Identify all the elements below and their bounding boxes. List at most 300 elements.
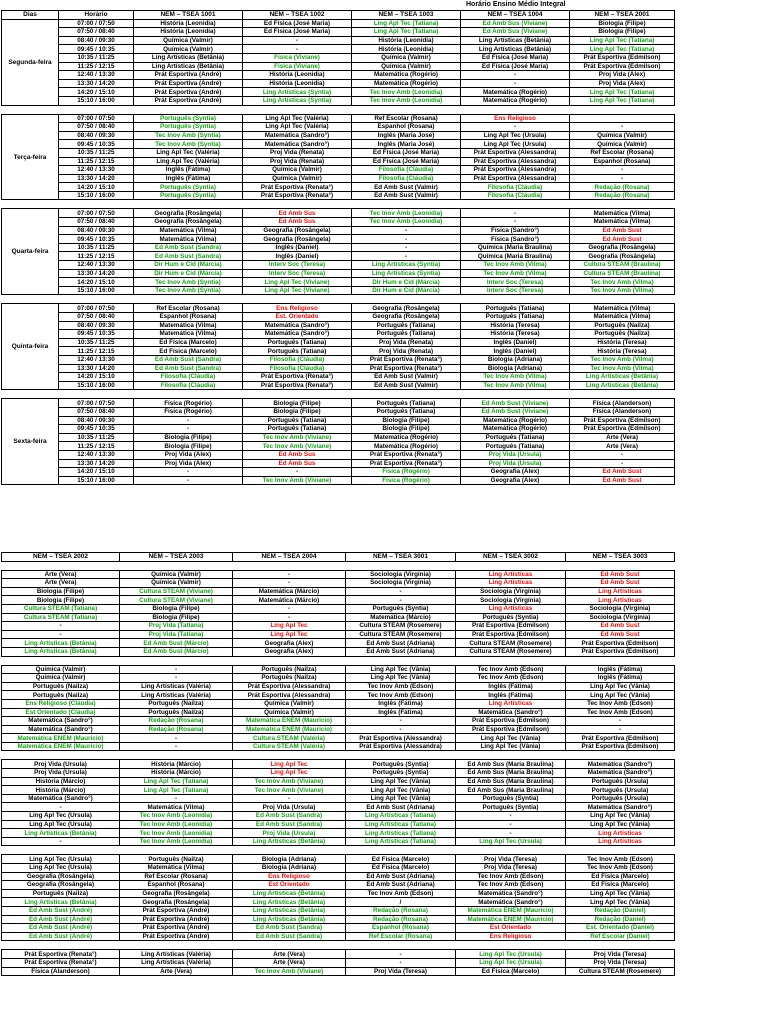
class-cell: Português (Syntia) [346, 760, 456, 769]
schedule-row [2, 932, 675, 941]
class-cell: Ling Apl Tec (Tatiana) [352, 19, 461, 28]
class-cell: Português (Syntia) [346, 769, 456, 778]
class-cell: Ed Amb Sust (Sandra) [134, 355, 243, 364]
class-cell: Ling Artísticas (Valéria) [120, 682, 233, 691]
class-cell: Ling Apl Tec (Valéria) [243, 114, 352, 123]
class-cell: Ling Artísticas [456, 699, 566, 708]
class-cell: Cultura STEAM (Viviane) [120, 587, 233, 596]
class-cell: Ed Amb Sust (Sandra) [233, 812, 346, 821]
class-cell: Ling Apl Tec (Vânia) [566, 889, 675, 898]
class-cell: Português (Tatiana) [461, 304, 570, 313]
class-cell: - [352, 235, 461, 244]
class-cell: Ling Apl Tec (Ursula) [456, 837, 566, 846]
schedule-row [2, 235, 675, 244]
class-cell: Ed Amb Sust (Viviane) [461, 407, 570, 416]
class-cell: Dir Hum e Cid (Márcia) [134, 269, 243, 278]
class-cell: Prát Esportiva (Edmilson) [570, 416, 675, 425]
class-cell: - [566, 717, 675, 726]
schedule-row [2, 450, 675, 459]
class-cell: Ed Física (José Maria) [352, 157, 461, 166]
schedule-row [2, 476, 675, 485]
class-cell: Tec Inov Amb (Vilma) [570, 286, 675, 295]
schedule-row [2, 304, 675, 313]
column-header: NEM – TSEA 2001 [570, 11, 675, 20]
class-cell: Tec Inov Amb (Vilma) [461, 261, 570, 270]
class-cell: Cultura STEAM (Tatiana) [2, 613, 120, 622]
class-cell: Ed Amb Sust [570, 235, 675, 244]
class-cell: Cultura STEAM (Valéria) [233, 734, 346, 743]
class-cell: Matemática ENEM (Mauricio) [233, 717, 346, 726]
class-cell: Prát Esportiva (André) [134, 79, 243, 88]
class-cell: Ling Apl Tec (Vânia) [566, 812, 675, 821]
class-cell: Ref Escolar (Rosana) [352, 114, 461, 123]
class-cell: Português (Nailza) [120, 708, 233, 717]
schedule-row [2, 338, 675, 347]
class-cell: Ens Religioso (Cláudia) [2, 699, 120, 708]
class-cell: Ling Apl Tec (Ursula) [456, 958, 566, 967]
class-cell: História (Leonidia) [243, 71, 352, 80]
class-cell: Ed Amb Sus [243, 450, 352, 459]
class-cell: Tec Inov Amb (Leonidia) [120, 812, 233, 821]
class-cell: Geografia (Alex) [233, 639, 346, 648]
class-cell: Prát Esportiva (Edmilson) [566, 639, 675, 648]
class-cell: Português (Tatiana) [243, 347, 352, 356]
class-cell: Português (Nailza) [2, 682, 120, 691]
class-cell: Filosofia (Cláudia) [352, 166, 461, 175]
class-cell: Ed Física (José Maria) [243, 19, 352, 28]
class-cell: Matemática (Sandro°) [456, 708, 566, 717]
class-cell: Prát Esportiva (Edmilson) [456, 717, 566, 726]
class-cell: Ens Religioso [243, 304, 352, 313]
schedule-row [2, 837, 675, 846]
section-gap [2, 656, 675, 665]
section-gap [2, 200, 675, 209]
time-slot: 08:40 / 09:30 [59, 321, 134, 330]
header-row [2, 11, 675, 20]
class-cell: Português (Nailza) [2, 889, 120, 898]
class-cell: Ling Artísticas [566, 829, 675, 838]
class-cell: Matemática (Rogério) [352, 442, 461, 451]
class-cell: Prát Esportiva (Renata°) [352, 459, 461, 468]
class-cell: Inglês (Fátima) [346, 699, 456, 708]
schedule-row [2, 407, 675, 416]
schedule-row [2, 786, 675, 795]
class-cell: Ling Apl Tec (Valéria) [134, 157, 243, 166]
class-cell: Ling Artísticas [566, 596, 675, 605]
schedule-row [2, 140, 675, 149]
class-cell: Proj Vida (Alex) [570, 79, 675, 88]
class-cell: História (Márcio) [2, 777, 120, 786]
class-cell: Física (Sandro°) [461, 235, 570, 244]
class-cell: Inglês (Daniel) [461, 347, 570, 356]
class-cell: Prát Esportiva (André) [120, 915, 233, 924]
class-cell: - [352, 252, 461, 261]
class-cell: Biologia (Filipe) [134, 442, 243, 451]
class-cell: Português (Tatiana) [243, 416, 352, 425]
class-cell: - [461, 79, 570, 88]
schedule-table-1001-2001 [1, 10, 675, 485]
class-cell: Tec Inov Amb (Leonidia) [352, 88, 461, 97]
class-cell: Português (Nailza) [120, 699, 233, 708]
class-cell: Tec Inov Amb (Edson) [456, 674, 566, 683]
class-cell: - [243, 468, 352, 477]
class-cell: Inglês (Fátima) [346, 708, 456, 717]
class-cell: Português (Syntia) [346, 604, 456, 613]
class-cell: Ling Artísticas (Syntia) [243, 96, 352, 105]
class-cell: Ref Escolar (Rosana) [346, 932, 456, 941]
class-cell: - [566, 725, 675, 734]
schedule-row [2, 88, 675, 97]
class-cell: Ed Amb Sust (André) [2, 924, 120, 933]
class-cell: Ens Religioso [456, 932, 566, 941]
class-cell: Matemática (Rogério) [461, 88, 570, 97]
day-label: Sexta-feira [2, 399, 59, 485]
schedule-row [2, 114, 675, 123]
class-cell: Prát Esportiva (Edmilson) [566, 734, 675, 743]
time-slot: 08:40 / 09:30 [59, 36, 134, 45]
class-cell: - [456, 820, 566, 829]
schedule-row [2, 777, 675, 786]
class-cell: Ling Apl Tec [233, 769, 346, 778]
class-cell: Filosofia (Cláudia) [134, 373, 243, 382]
class-cell: Prát Esportiva (Edmilson) [570, 62, 675, 71]
time-slot: 09:45 / 10:35 [59, 425, 134, 434]
schedule-row [2, 708, 675, 717]
class-cell: Matemática ENEM (Mauricio) [456, 915, 566, 924]
class-cell: Tec Inov Amb (Vilma) [461, 373, 570, 382]
day-label: Terça-feira [2, 114, 59, 200]
column-header: NEM – TSEA 2002 [2, 553, 120, 562]
class-cell: Ed Amb Sust (André) [2, 932, 120, 941]
time-slot: 15:10 / 16:00 [59, 96, 134, 105]
section-gap [2, 105, 675, 114]
class-cell: Filosofia (Cláudia) [243, 364, 352, 373]
schedule-row [2, 725, 675, 734]
section-gap [2, 390, 675, 399]
class-cell: Ling Artísticas [566, 587, 675, 596]
schedule-row [2, 881, 675, 890]
time-slot: 07:50 / 08:40 [59, 28, 134, 37]
class-cell: - [120, 734, 233, 743]
class-cell: Tec Inov Amb (Vilma) [570, 355, 675, 364]
class-cell: Proj Vida (Teresa) [456, 855, 566, 864]
class-cell: Química (Maria Braulina) [461, 252, 570, 261]
class-cell: Matemática (Sandro°) [243, 140, 352, 149]
time-slot: 07:00 / 07:50 [59, 114, 134, 123]
class-cell: - [570, 450, 675, 459]
class-cell: Química (Valmir) [570, 140, 675, 149]
class-cell: Prát Esportiva (Renata°) [243, 183, 352, 192]
class-cell: Química (Valmir) [120, 579, 233, 588]
class-cell: Inglês (Maria José) [352, 140, 461, 149]
class-cell: Ling Artísticas [456, 604, 566, 613]
class-cell: - [461, 123, 570, 132]
schedule-row [2, 699, 675, 708]
class-cell: Ling Artísticas (Syntia) [352, 261, 461, 270]
class-cell: Espanhol (Rosana) [134, 313, 243, 322]
column-header: Horário [59, 11, 134, 20]
time-slot: 14:20 / 15:10 [59, 468, 134, 477]
class-cell: Português (Tatiana) [352, 321, 461, 330]
class-cell: Prát Esportiva (Renata°) [243, 381, 352, 390]
column-header: NEM – TSEA 3002 [456, 553, 566, 562]
class-cell: - [346, 717, 456, 726]
class-cell: Ed Amb Sust (Márcio) [120, 639, 233, 648]
schedule-row [2, 950, 675, 959]
class-cell: Ed Física (José Maria) [461, 53, 570, 62]
class-cell: Geografia (Alex) [461, 468, 570, 477]
class-cell: Cultura STEAM (Braulina) [570, 269, 675, 278]
schedule-row [2, 889, 675, 898]
class-cell: Filosofia (Cláudia) [134, 381, 243, 390]
class-cell: Geografia (Rosângela) [570, 243, 675, 252]
class-cell: Ed Amb Sust (Viviane) [461, 399, 570, 408]
class-cell: Matemática (Vilma) [120, 864, 233, 873]
schedule-row [2, 794, 675, 803]
class-cell: Ling Artísticas (Betânia) [461, 45, 570, 54]
class-cell: Matemática (Sandro°) [566, 769, 675, 778]
class-cell: Ed Física (Marcelo) [346, 864, 456, 873]
class-cell: Redação (Daniel) [566, 915, 675, 924]
class-cell: Português (Nailza) [233, 674, 346, 683]
class-cell: Proj Vida (Renata) [352, 338, 461, 347]
class-cell: Ling Apl Tec (Tatiana) [570, 36, 675, 45]
class-cell: Dir Hum e Cid (Márcia) [352, 278, 461, 287]
class-cell: Química (Valmir) [570, 131, 675, 140]
schedule-row [2, 71, 675, 80]
class-cell: Proj Vida (Ursula) [461, 450, 570, 459]
class-cell: Ling Apl Tec (Vânia) [566, 898, 675, 907]
class-cell: Proj Vida (Renata) [352, 347, 461, 356]
class-cell: Ling Apl Tec (Tatiana) [120, 786, 233, 795]
class-cell: - [233, 794, 346, 803]
class-cell: Química (Valmir) [352, 53, 461, 62]
class-cell: Inglês (Fátima) [566, 674, 675, 683]
time-slot: 10:35 / 11:25 [59, 433, 134, 442]
schedule-row [2, 459, 675, 468]
class-cell: Tec Inov Amb (Edson) [346, 682, 456, 691]
class-cell: Física (Rogério) [352, 476, 461, 485]
schedule-row [2, 812, 675, 821]
class-cell: História (Márcio) [120, 769, 233, 778]
class-cell: Biologia (Filipe) [134, 433, 243, 442]
class-cell: Inglês (Daniel) [243, 252, 352, 261]
class-cell: Cultura STEAM (Rosemere) [346, 622, 456, 631]
class-cell: Cultura STEAM (Rosemere) [456, 639, 566, 648]
class-cell: Prát Esportiva (Alessandra) [346, 734, 456, 743]
class-cell: Matemática (Rogério) [461, 96, 570, 105]
class-cell: Ed Amb Sus [243, 459, 352, 468]
schedule-row [2, 381, 675, 390]
class-cell: Ling Artísticas (Valéria) [120, 691, 233, 700]
schedule-row [2, 958, 675, 967]
class-cell: Tec Inov Amb (Syntia) [134, 140, 243, 149]
class-cell: Tec Inov Amb (Vilma) [570, 364, 675, 373]
class-cell: Ling Artísticas (Tatiana) [346, 829, 456, 838]
class-cell: Ling Artísticas (Betânia) [134, 53, 243, 62]
class-cell: Ed Amb Sust (Valmir) [352, 191, 461, 200]
class-cell: História (Leonidia) [243, 79, 352, 88]
class-cell: Ling Apl Tec (Ursula) [461, 131, 570, 140]
class-cell: Ed Física (José Maria) [352, 148, 461, 157]
class-cell: Ling Apl Tec (Viviane) [243, 278, 352, 287]
class-cell: Ed Amb Sust (Sandra) [233, 932, 346, 941]
class-cell: Tec Inov Amb (Edson) [566, 699, 675, 708]
class-cell: - [346, 725, 456, 734]
class-cell: Ed Amb Sus [243, 209, 352, 218]
class-cell: Química (Valmir) [243, 174, 352, 183]
time-slot: 14:20 / 15:10 [59, 373, 134, 382]
class-cell: Ling Apl Tec (Tatiana) [570, 88, 675, 97]
class-cell: Tec Inov Amb (Vilma) [461, 269, 570, 278]
class-cell: Química (Valmir) [233, 708, 346, 717]
class-cell: Cultura STEAM (Rosemere) [456, 647, 566, 656]
class-cell: Ling Artísticas (Valéria) [120, 958, 233, 967]
class-cell: Ling Artísticas (Valéria) [120, 950, 233, 959]
section-gap [2, 751, 675, 760]
class-cell: Ed Amb Sust (Sandra) [233, 820, 346, 829]
class-cell: Química (Maria Braulina) [461, 243, 570, 252]
class-cell: Proj Vida (Tatiana) [120, 630, 233, 639]
schedule-row [2, 36, 675, 45]
class-cell: Física (Alanderson) [570, 399, 675, 408]
class-cell: Proj Vida (Teresa) [566, 958, 675, 967]
day-label: Quarta-feira [2, 209, 59, 295]
class-cell: - [352, 226, 461, 235]
class-cell: Arte (Vera) [2, 579, 120, 588]
class-cell: Ling Apl Tec (Vânia) [566, 820, 675, 829]
class-cell: História (Márcio) [120, 760, 233, 769]
class-cell: Matemática (Vilma) [134, 321, 243, 330]
class-cell: - [134, 468, 243, 477]
class-cell: Matemática (Vilma) [570, 304, 675, 313]
schedule-row [2, 587, 675, 596]
class-cell: Física (Rogério) [134, 399, 243, 408]
schedule-row [2, 613, 675, 622]
class-cell: Filosofia (Cláudia) [352, 174, 461, 183]
class-cell: Filosofia (Cláudia) [461, 183, 570, 192]
schedule-row [2, 174, 675, 183]
class-cell: Geografia (Alex) [233, 647, 346, 656]
class-cell: Proj Vida (Alex) [570, 71, 675, 80]
class-cell: Matemática (Sandro°) [2, 717, 120, 726]
class-cell: Dir Hum e Cid (Márcia) [352, 286, 461, 295]
class-cell: Matemática (Sandro°) [456, 898, 566, 907]
class-cell: Ed Física (Marcelo) [134, 338, 243, 347]
class-cell: Ling Artísticas (Tatiana) [346, 820, 456, 829]
time-slot: 07:00 / 07:50 [59, 399, 134, 408]
class-cell: Ed Amb Sust [570, 476, 675, 485]
class-cell: Física (Alanderson) [2, 967, 120, 976]
class-cell: Interv Soc (Teresa) [461, 278, 570, 287]
class-cell: - [120, 742, 233, 751]
schedule-row [2, 373, 675, 382]
schedule-row [2, 579, 675, 588]
class-cell: Tec Inov Amb (Leonidia) [352, 209, 461, 218]
class-cell: - [243, 45, 352, 54]
schedule-row [2, 906, 675, 915]
class-cell: Geografia (Rosângela) [2, 872, 120, 881]
class-cell: Matemática (Márcio) [233, 596, 346, 605]
class-cell: Biologia (Filipe) [570, 28, 675, 37]
schedule-row [2, 622, 675, 631]
class-cell: - [120, 794, 233, 803]
class-cell: Ling Artísticas (Tatiana) [346, 837, 456, 846]
class-cell: Química (Valmir) [2, 665, 120, 674]
class-cell: Matemática ENEM (Mauricio) [2, 734, 120, 743]
class-cell: Ling Artísticas (Betânia) [2, 829, 120, 838]
class-cell: Ed Amb Sust (André) [2, 915, 120, 924]
class-cell: História (Teresa) [461, 330, 570, 339]
column-header: NEM – TSEA 1003 [352, 11, 461, 20]
class-cell: Biologia (Adriana) [461, 364, 570, 373]
class-cell: Matemática (Sandro°) [2, 725, 120, 734]
class-cell: Ed Física (Marcelo) [346, 855, 456, 864]
class-cell: Matemática ENEM (Mauricio) [456, 906, 566, 915]
class-cell: Tec Inov Amb (Syntia) [134, 131, 243, 140]
class-cell: História (Leonidia) [134, 19, 243, 28]
column-header: Dias [2, 11, 59, 20]
class-cell: Arte (Vera) [233, 958, 346, 967]
class-cell: Ed Amb Sus (Maria Braulina) [456, 760, 566, 769]
column-header: NEM – TSEA 2003 [120, 553, 233, 562]
class-cell: Ens Religioso [461, 114, 570, 123]
time-slot: 07:50 / 08:40 [59, 123, 134, 132]
schedule-row [2, 425, 675, 434]
class-cell: Geografia (Alex) [461, 476, 570, 485]
class-cell: Ed Amb Sus (Maria Braulina) [456, 769, 566, 778]
class-cell: Ed Amb Sust [566, 630, 675, 639]
class-cell: Proj Vida (Renata) [243, 148, 352, 157]
time-slot: 12:40 / 13:30 [59, 450, 134, 459]
class-cell: Português (Ursula) [566, 777, 675, 786]
class-cell: Proj Vida (Teresa) [566, 950, 675, 959]
class-cell: Arte (Vera) [233, 950, 346, 959]
schedule-row [2, 347, 675, 356]
class-cell: Português (Tatiana) [243, 425, 352, 434]
class-cell: - [456, 829, 566, 838]
class-cell: Cultura STEAM (Tatiana) [2, 604, 120, 613]
class-cell: Ling Apl Tec (Viviane) [243, 286, 352, 295]
schedule-row [2, 442, 675, 451]
class-cell: Português (Syntia) [456, 794, 566, 803]
class-cell: Cultura STEAM (Rosemere) [346, 630, 456, 639]
class-cell: Ref Escolar (Rosana) [134, 304, 243, 313]
time-slot: 11:25 / 12:15 [59, 347, 134, 356]
schedule-row [2, 19, 675, 28]
class-cell: Português (Tatiana) [461, 442, 570, 451]
class-cell: Ed Amb Sust (Adriana) [346, 872, 456, 881]
class-cell: Arte (Vera) [120, 967, 233, 976]
class-cell: - [2, 622, 120, 631]
class-cell: - [233, 604, 346, 613]
class-cell: Geografia (Rosângela) [2, 881, 120, 890]
schedule-row [2, 278, 675, 287]
class-cell: Ling Artísticas (Betânia) [570, 381, 675, 390]
class-cell: Tec Inov Amb (Viviane) [243, 433, 352, 442]
class-cell: Interv Soc (Teresa) [243, 269, 352, 278]
class-cell: Sociologia (Virgínia) [456, 587, 566, 596]
class-cell: Ling Apl Tec (Ursula) [2, 820, 120, 829]
schedule-row [2, 717, 675, 726]
class-cell: Prát Esportiva (Renata°) [352, 355, 461, 364]
time-slot: 13:30 / 14:20 [59, 364, 134, 373]
class-cell: Ed Física (Marcelo) [134, 347, 243, 356]
class-cell: Tec Inov Amb (Viviane) [233, 786, 346, 795]
schedule-row [2, 286, 675, 295]
class-cell: Tec Inov Amb (Edson) [566, 708, 675, 717]
schedule-row [2, 183, 675, 192]
